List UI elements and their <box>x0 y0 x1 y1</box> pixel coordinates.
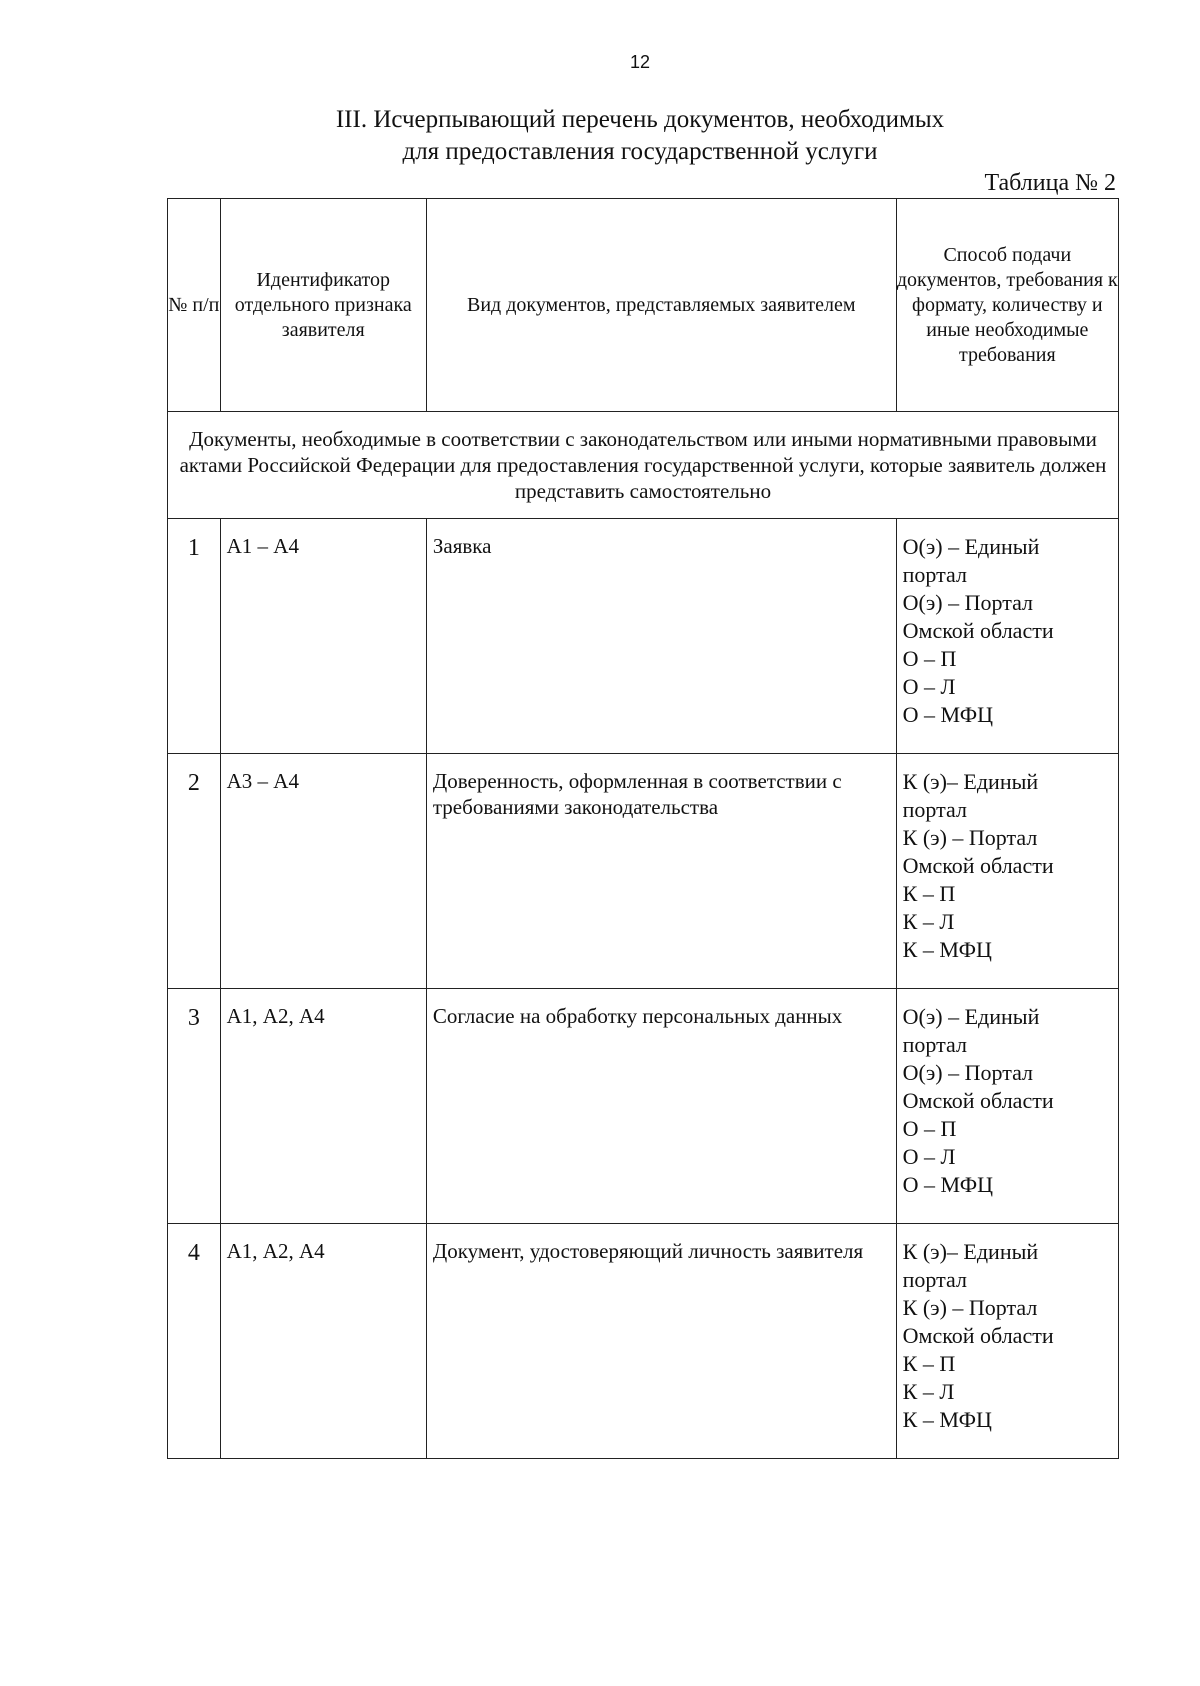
header-identifier: Идентификатор отдельного признака заявителя <box>220 199 426 412</box>
method-line: О(э) – Единый <box>902 534 1040 559</box>
row-identifiers: А1, А2, А4 <box>220 1224 426 1459</box>
method-line: О – Л <box>902 1144 956 1169</box>
method-line: Омской области <box>902 1323 1054 1348</box>
method-line: Омской области <box>902 1088 1054 1113</box>
method-line: К – П <box>902 881 956 906</box>
method-line: О – МФЦ <box>902 702 994 727</box>
method-line: О(э) – Единый <box>902 1004 1040 1029</box>
method-line: О – МФЦ <box>902 1172 994 1197</box>
method-line: К – П <box>902 1351 956 1376</box>
method-line: Омской области <box>902 618 1054 643</box>
table-row <box>168 989 1119 1224</box>
method-line: портал <box>902 797 967 822</box>
table-row <box>168 754 1119 989</box>
method-line: О – Л <box>902 674 956 699</box>
method-line: К (э) – Портал <box>902 1295 1038 1320</box>
row-number: 1 <box>168 519 221 754</box>
method-line: К – МФЦ <box>902 1407 992 1432</box>
method-line: Омской области <box>902 853 1054 878</box>
row-number: 4 <box>168 1224 221 1459</box>
row-methods <box>896 754 1118 989</box>
row-document: Заявка <box>426 519 896 754</box>
row-identifiers: А1, А2, А4 <box>220 989 426 1224</box>
row-document: Согласие на обработку персональных данных <box>426 989 896 1224</box>
method-line: К – Л <box>902 1379 955 1404</box>
row-identifiers: А1 – А4 <box>220 519 426 754</box>
row-document: Документ, удостоверяющий личность заявителя <box>426 1224 896 1459</box>
title-line-2: для предоставления государственной услуги <box>402 138 878 165</box>
header-method: Способ подачи документов, требования к формату, количеству и иные необходимые требования <box>896 199 1118 412</box>
method-line: портал <box>902 1032 967 1057</box>
section-row <box>168 412 1119 519</box>
row-methods <box>896 989 1118 1224</box>
table-label: Таблица № 2 <box>984 170 1116 196</box>
method-line: портал <box>902 562 967 587</box>
section-caption: Документы, необходимые в соответствии с законодательством или иными нормативными правовыми актами Российской Федерации для предоставления государственной услуги, которые заявитель должен представить самостоятельно <box>168 412 1119 519</box>
documents-table <box>167 198 1119 1459</box>
method-line: К (э) – Портал <box>902 825 1038 850</box>
row-document: Доверенность, оформленная в соответствии с требованиями законодательства <box>426 754 896 989</box>
page-number: 12 <box>629 52 651 72</box>
row-methods <box>896 1224 1118 1459</box>
header-doc-type: Вид документов, представляемых заявителем <box>426 199 896 412</box>
method-line: К – МФЦ <box>902 937 992 962</box>
method-line: К – Л <box>902 909 955 934</box>
method-line: О – П <box>902 1116 957 1141</box>
header-num: № п/п <box>168 199 221 412</box>
row-number: 3 <box>168 989 221 1224</box>
row-methods <box>896 519 1118 754</box>
method-line: О(э) – Портал <box>902 590 1034 615</box>
method-line: О(э) – Портал <box>902 1060 1034 1085</box>
method-line: портал <box>902 1267 967 1292</box>
row-number: 2 <box>168 754 221 989</box>
method-line: К (э)– Единый <box>902 769 1039 794</box>
table-row <box>168 519 1119 754</box>
method-line: К (э)– Единый <box>902 1239 1039 1264</box>
section-title <box>0 104 1200 168</box>
row-identifiers: А3 – А4 <box>220 754 426 989</box>
table-row <box>168 1224 1119 1459</box>
table-header-row <box>168 199 1119 412</box>
method-line: О – П <box>902 646 957 671</box>
title-line-1: III. Исчерпывающий перечень документов, необходимых <box>335 106 945 133</box>
